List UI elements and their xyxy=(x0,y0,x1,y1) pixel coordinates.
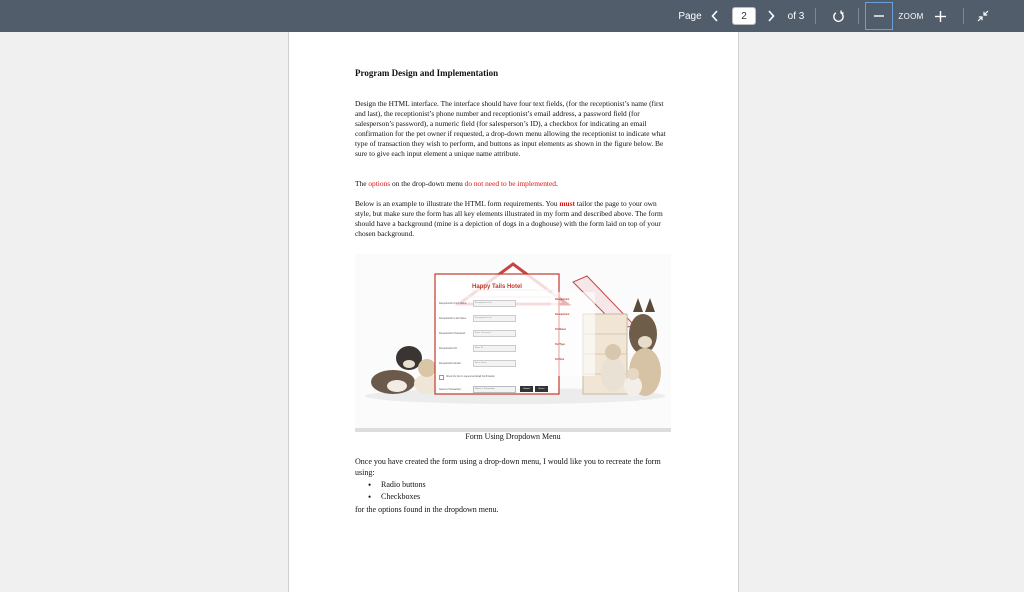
text-segment-red: do not need to be implemented xyxy=(464,179,556,188)
form-row xyxy=(439,371,557,383)
chevron-right-icon xyxy=(767,10,775,22)
form-row xyxy=(439,356,557,371)
plus-icon xyxy=(935,11,946,22)
form-field-label: Receptionist's Password: xyxy=(439,332,466,335)
pdf-toolbar xyxy=(0,0,1024,32)
text-segment: . xyxy=(555,179,558,188)
form-field-label: Pet Name xyxy=(555,328,566,331)
form-text-input: Receptionist Last xyxy=(473,315,516,322)
zoom-label: ZOOM xyxy=(898,11,924,21)
chevron-left-icon xyxy=(711,10,719,22)
toolbar-divider xyxy=(815,8,816,24)
toolbar-divider xyxy=(858,8,859,24)
paragraph-interface-requirements: Design the HTML interface. The interface should have four text fields, (for the receptionist’s name (first and last), the receptionist’s phone number and receptionist’s email address, a password field (for salesperson’s password), a numeric field (for salesperson’s ID), a checkbox for indicating an email confirmation for the pet owner if requested, a drop-down menu allowing the receptionist to indicate what type of transaction they wish to perform, and buttons as input elements as shown in the figure below. Be sure to give each input element a unique name attribute. xyxy=(355,99,666,159)
form-right-labels xyxy=(555,298,595,373)
form-field-label: Receptionist xyxy=(555,313,570,316)
toolbar-divider xyxy=(963,8,964,24)
exit-fullscreen-button[interactable] xyxy=(972,0,994,32)
form-field-label: Receptionist xyxy=(555,298,570,301)
document-page xyxy=(288,32,739,592)
zoom-out-button[interactable] xyxy=(865,2,893,30)
text-segment: tailor the page to your own style, but make sure the form has all key elements illustrated in my form and described above. The form should have a background (mine is a depiction of dogs in a doghouse) with the form laid on top of your chosen background. xyxy=(355,199,663,239)
prev-page-button[interactable] xyxy=(707,0,723,32)
figure-caption: Form Using Dropdown Menu xyxy=(465,432,561,441)
paragraph-dropdown-options: for the options found in the dropdown menu. xyxy=(355,505,499,514)
form-row xyxy=(439,326,557,341)
list-item: • Checkboxes xyxy=(355,491,655,503)
form-field-label: Receptionist's Last Name: xyxy=(439,317,467,320)
page-number-input[interactable] xyxy=(732,7,756,25)
rotate-button[interactable] xyxy=(826,0,850,32)
form-password-input: Enter Password xyxy=(473,330,516,337)
text-segment: The xyxy=(355,179,369,188)
collapse-icon xyxy=(977,10,989,22)
form-checkbox-label: Check the box to request an Email Confirmation xyxy=(446,376,495,378)
rotate-icon xyxy=(832,10,845,23)
document-title: Program Design and Implementation xyxy=(355,68,499,78)
text-segment-red: options xyxy=(368,179,391,188)
form-submit-button: Submit xyxy=(520,386,533,392)
form-field-label: Select a Transaction: xyxy=(439,387,462,391)
form-row xyxy=(439,341,557,356)
text-segment: on the drop-down menu xyxy=(390,179,465,188)
minus-icon xyxy=(874,11,884,21)
paragraph-dropdown-note xyxy=(355,179,667,189)
form-reset-button: Reset xyxy=(535,386,548,392)
zoom-in-button[interactable] xyxy=(930,0,950,32)
text-segment-red-bold: must xyxy=(559,199,575,208)
form-row xyxy=(439,383,557,395)
form-row xyxy=(439,311,557,326)
form-field-label: Receptionist's First Name: xyxy=(439,302,467,305)
form-row xyxy=(439,296,557,311)
paragraph-form-example xyxy=(355,199,667,239)
form-checkbox xyxy=(439,375,444,380)
form-field-label: Receptionist's Email: xyxy=(439,362,462,365)
text-segment: Below is an example to illustrate the HTML form requirements. You xyxy=(355,199,560,208)
list-item: • Radio buttons xyxy=(355,479,655,491)
form-field-label: Pet Type xyxy=(555,343,565,346)
page-label: Page xyxy=(678,10,702,22)
options-list xyxy=(355,479,655,503)
page-count-label: of 3 xyxy=(787,10,805,22)
form-email-input: Enter Email xyxy=(473,360,516,367)
form-field-label: Pet Size xyxy=(555,358,565,361)
form-text-input: Receptionist First xyxy=(473,300,516,307)
next-page-button[interactable] xyxy=(763,0,779,32)
form-number-input: Enter ID xyxy=(473,345,516,352)
form-fields xyxy=(439,296,557,395)
form-example-figure xyxy=(355,254,671,430)
form-title: Happy Tails Hotel xyxy=(472,284,522,290)
form-field-label: Receptionist's ID: xyxy=(439,347,458,350)
paragraph-recreate-form: Once you have created the form using a drop-down menu, I would like you to recreate the form using: xyxy=(355,457,661,477)
form-dropdown: Select a Transaction xyxy=(473,386,516,393)
